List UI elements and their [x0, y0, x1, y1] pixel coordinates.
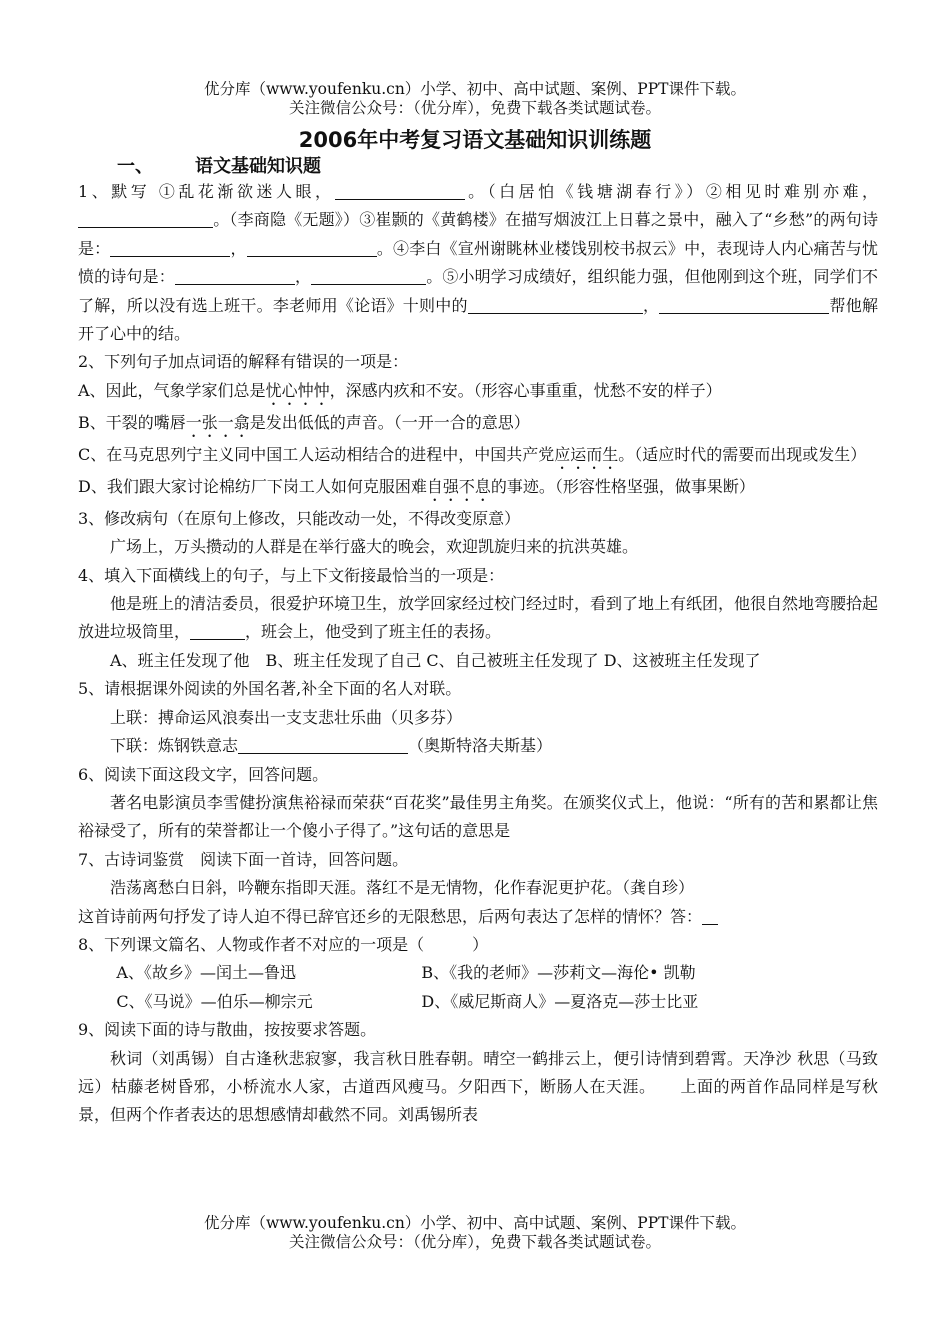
section-number: 一、: [117, 156, 153, 177]
q1-text-g: 。⑤小明学习成绩好，组织能力强，但他刚到这个班，同学们不了解，所以没有选上班干。李老师用《论语》十则中的: [78, 267, 878, 315]
question-9-stem: 9、阅读下面的诗与散曲，按按要求答题。: [78, 1020, 377, 1040]
q2-c-post: 。（适应时代的需要而出现或发生）: [618, 444, 867, 464]
question-8-options-row-1: [78, 959, 878, 987]
question-2-option-b: [78, 409, 878, 441]
q2-c-pre: C、在马克思列宁主义同中国工人运动相结合的进程中，中国共产党: [78, 444, 555, 464]
q1-text-a: 1、默写 ①乱花渐欲迷人眼，: [78, 182, 335, 201]
answer-blank[interactable]: [175, 268, 295, 285]
q8-option-b: B、《我的老师》—莎莉文—海伦• 凯勒: [421, 963, 696, 983]
answer-blank[interactable]: [659, 297, 829, 314]
question-body: [78, 178, 878, 1130]
question-6-passage: 著名电影演员李雪健扮演焦裕禄而荣获“百花奖”最佳男主角奖。在颁奖仪式上，他说：“所有的苦和累都让焦裕禄受了，所有的荣誉都让一个傻小子得了。”这句话的意思是: [78, 792, 878, 841]
question-7-stem: 7、古诗词鉴赏 阅读下面一首诗，回答问题。: [78, 849, 409, 869]
dotted-word: 应运而生: [554, 444, 619, 464]
footer-line-1: 优分库（www.youfenku.cn）小学、初中、高中试题、案例、PPT课件下载。: [203, 1214, 747, 1232]
q4-text-1: 他是班上的清洁委员，很爱护环境卫生，放学回家经过校门经过时，看到了地上有纸团，他很自然地弯腰拾起放进垃圾筒里，: [78, 594, 879, 642]
question-2-option-c: [78, 441, 878, 473]
question-7-poem: 浩荡离愁白日斜，吟鞭东指即天涯。落红不是无情物，化作春泥更护花。（龚自珍）: [110, 878, 695, 898]
question-3-sentence: 广场上，万头攒动的人群是在举行盛大的晚会，欢迎凯旋归来的抗洪英雄。: [110, 537, 639, 557]
header-line-1: 优分库（www.youfenku.cn）小学、初中、高中试题、案例、PPT课件下载。: [203, 80, 747, 98]
q8-option-d: D、《威尼斯商人》—夏洛克—莎士比亚: [421, 991, 699, 1011]
q5-lower-text: 下联：炼钢铁意志: [110, 736, 239, 756]
section-label: 语文基础知识题: [195, 156, 321, 177]
answer-blank[interactable]: [247, 240, 377, 257]
question-2-option-d: [78, 473, 878, 505]
answer-blank[interactable]: [190, 623, 245, 640]
q5-lower-author: （奥斯特洛夫斯基）: [408, 736, 553, 756]
q1-text-e: 。④李白《宣州谢眺林业楼饯别校书叔云》中，表现诗人内心痛苦与忧愤的诗句是：: [78, 238, 878, 287]
q2-a-post: ，深感内疚和不安。（形容心事重重，忧愁不安的样子）: [329, 380, 722, 400]
header-line-2: 关注微信公众号：（优分库），免费下载各类试题试卷。: [288, 99, 661, 117]
q2-d-post: 的事迹。（形容性格坚强，做事果断）: [490, 476, 755, 496]
question-9-passage: 秋词（刘禹锡）自古逢秋悲寂寥，我言秋日胜春朝。晴空一鹤排云上，便引诗情到碧霄。天净沙 秋思（马致远）枯藤老树昏邪，小桥流水人家，古道西风瘦马。夕阳西下，断肠人在天涯。 上面的两首作品同样是写秋景，但两个作者表达的思想感情却截然不同。刘禹锡所表: [78, 1048, 878, 1125]
answer-blank[interactable]: [238, 737, 408, 754]
dotted-word: 一张一翕: [185, 412, 250, 432]
q2-b-post: 是发出低低的声音。（一开一合的意思）: [249, 412, 530, 432]
q2-d-pre: D、我们跟大家讨论棉纺厂下岗工人如何克服困难: [78, 476, 427, 496]
q1-text-c: 。（李商隐《无题》）③崔颢的《黄鹤楼》在描写烟波江上日暮之景中，融入了“乡愁”的两句诗是：: [78, 210, 878, 258]
q4-text-2: ，班会上，他受到了班主任的表扬。: [245, 622, 502, 642]
answer-blank[interactable]: [335, 183, 465, 200]
answer-blank[interactable]: [468, 297, 643, 314]
q7-question-text: 这首诗前两句抒发了诗人迫不得已辞官还乡的无限愁思，后两句表达了怎样的情怀？答：: [78, 906, 703, 926]
page-title: 2006年中考复习语文基础知识训练题: [298, 128, 652, 152]
q1-text-d: ，: [230, 238, 247, 258]
answer-blank[interactable]: [78, 211, 213, 228]
question-2-stem: 2、下列句子加点词语的解释有错误的一项是：: [78, 352, 409, 372]
q2-b-pre: B、干裂的嘴唇: [78, 412, 186, 432]
q2-a-pre: A、因此，气象学家们总是: [78, 380, 266, 400]
answer-blank[interactable]: [110, 240, 230, 257]
dotted-word: 忧心忡忡: [265, 380, 330, 400]
question-5-stem: 5、请根据课外阅读的外国名著,补全下面的名人对联。: [78, 679, 462, 699]
question-3-stem: 3、修改病句（在原句上修改，只能改动一处，不得改变原意）: [78, 508, 521, 528]
answer-blank[interactable]: [702, 908, 718, 925]
question-8-options-row-2: [78, 988, 878, 1016]
footer-line-2: 关注微信公众号：（优分库），免费下载各类试题试卷。: [288, 1233, 661, 1251]
question-4-stem: 4、填入下面横线上的句子，与上下文衔接最恰当的一项是：: [78, 565, 505, 585]
question-5-upper: 上联：搏命运风浪奏出一支支悲壮乐曲（贝多芬）: [110, 707, 463, 727]
dotted-word: 自强不息: [426, 476, 491, 496]
question-8-stem: 8、下列课文篇名、人物或作者不对应的一项是（ ）: [78, 934, 489, 954]
question-1: [78, 178, 878, 348]
q1-text-h: ，: [642, 295, 660, 315]
question-2-option-a: [78, 377, 878, 409]
question-7-question: [78, 903, 878, 931]
q8-option-a: A、《故乡》—闰土—鲁迅: [116, 963, 296, 983]
question-4-passage: [78, 590, 878, 647]
answer-blank[interactable]: [311, 268, 426, 285]
section-heading: [117, 152, 321, 178]
q1-text-f: ，: [294, 267, 312, 287]
question-6-stem: 6、阅读下面这段文字，回答问题。: [78, 764, 329, 784]
question-5-lower: [78, 732, 878, 760]
question-4-options: A、班主任发现了他 B、班主任发现了自己 C、自己被班主任发现了 D、这被班主任发现了: [110, 650, 761, 670]
q1-text-i: 帮他解开了心中的结。: [78, 295, 878, 344]
q1-text-b: 。（白居怕《钱塘湖春行》）②相见时难别亦难，: [464, 182, 878, 201]
q8-option-c: C、《马说》—伯乐—柳宗元: [116, 991, 313, 1011]
